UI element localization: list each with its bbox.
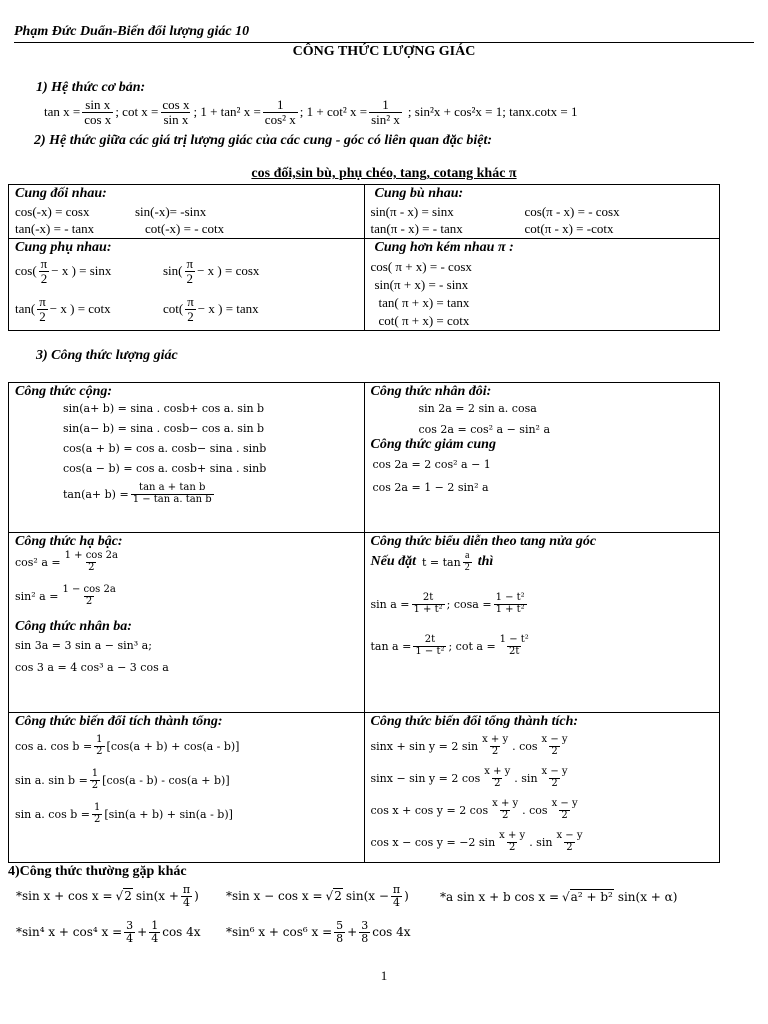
double-angle-sin: sin 2a = 2 sin a. cosa: [418, 402, 537, 415]
supplementary-cos: cos(π - x) = - cosx: [524, 204, 620, 219]
triple-angle-sin: sin 3a = 3 sin a − sin³ a;: [15, 639, 152, 652]
double-angle-title: Công thức nhân đôi:: [370, 384, 492, 399]
product-to-sum-title: Công thức biến đổi tích thành tổng:: [15, 714, 223, 729]
triple-angle-cos: cos 3 a = 4 cos³ a − 3 cos a: [15, 661, 169, 674]
cell-product-to-sum: [9, 713, 365, 863]
complementary-cot: cot( $\frac{\pi}{2}$ − x ) = tanx: [163, 294, 259, 324]
complementary-tan: tan( $\frac{\pi}{2}$ − x ) = cotx: [15, 294, 111, 324]
header-rule: [14, 42, 754, 43]
complementary-cos: cos( $\frac{\pi}{2}$ − x ) = sinx: [15, 256, 112, 286]
opposite-sin: sin(-x)= -sinx: [135, 204, 207, 219]
formula-a-sin-b-cos: *a sin x + b cos x = √a² + b² sin(x + α): [440, 890, 678, 904]
complementary-title: Cung phụ nhau:: [15, 240, 112, 255]
addition-sin-plus: sin(a+ b) = sina . cosb+ cos a. sin b: [63, 402, 265, 415]
reduce-angle-cos1: cos 2a = 2 cos² a − 1: [372, 458, 491, 471]
reduce-angle-title: Công thức giảm cung: [370, 437, 496, 452]
power-reduction-cos: cos² a = $\frac{1 + \cos 2a}{2}$: [15, 550, 118, 573]
addition-tan: tan(a+ b) = $\frac{\text{tan a + tan b}}{\text{1 − tan a. tan b}}$: [63, 482, 212, 505]
related-angles-table: [8, 184, 720, 331]
basic-identities: [44, 98, 577, 126]
addition-sin-minus: sin(a− b) = sina . cosb− cos a. sin b: [63, 422, 265, 435]
section3-heading: 3) Công thức lượng giác: [36, 348, 178, 363]
cell-power-reduction: [9, 533, 365, 713]
document-header: Phạm Đức Duẩn-Biến đổi lượng giác 10: [14, 24, 250, 39]
supplementary-title: Cung bù nhau:: [374, 186, 464, 201]
supplementary-cot: cot(π - x) = -cotx: [524, 221, 614, 236]
half-angle-title: Công thức biểu diễn theo tang nửa góc: [370, 534, 597, 549]
cot-def-fraction: $\frac{\text{cos x}}{\text{sin x}}$: [162, 97, 190, 127]
double-angle-cos: cos 2a = cos² a − sin² a: [418, 423, 551, 436]
cell-complementary-angles: [9, 239, 365, 331]
opposite-angles-title: Cung đối nhau:: [15, 186, 107, 201]
supplementary-tan: tan(π - x) = - tanx: [370, 221, 463, 236]
section2-subheading: cos đối,sin bù, phụ chéo, tang, cotang khác π: [251, 166, 517, 181]
triple-angle-title: Công thức nhân ba:: [15, 619, 132, 634]
supplementary-sin: sin(π - x) = sinx: [370, 204, 454, 219]
pi-shift-tan: tan( π + x) = tanx: [378, 295, 470, 310]
complementary-sin: sin( $\frac{\pi}{2}$ − x ) = cosx: [163, 256, 260, 286]
sum-to-product-cos-minus: cos x − cos y = −2 sin $\frac{x + y}{2}$ . sin $\frac{x - y}{2}$: [370, 830, 583, 853]
cell-sum-to-product: [364, 713, 720, 863]
opposite-cot: cot(-x) = - cotx: [145, 221, 225, 236]
half-angle-sin-cos: sin a = $\frac{2t}{\text{1 + t²}}$ ; cosa = $\frac{\text{1 − t²}}{\text{1 + t²}}$: [370, 592, 525, 615]
section1-heading: 1) Hệ thức cơ bản:: [36, 80, 146, 95]
addition-title: Công thức cộng:: [15, 384, 113, 399]
opposite-cos: cos(-x) = cosx: [15, 204, 90, 219]
formula-sin6-cos6: *sin⁶ x + cos⁶ x = $\frac{5}{8}$ + $\frac{3}{8}$ cos 4x: [226, 919, 411, 945]
tan-square-lhs: ; 1 + tan² x =: [193, 104, 261, 120]
sum-to-product-sin-minus: sinx − sin y = 2 cos $\frac{x + y}{2}$ . sin $\frac{x - y}{2}$: [370, 766, 568, 789]
cot-square-lhs: ; 1 + cot² x =: [299, 104, 368, 120]
formula-sin-minus-cos: *sin x − cos x = √2 sin(x − $\frac{\pi}{4}$ ): [226, 883, 409, 909]
power-reduction-title: Công thức hạ bậc:: [15, 534, 123, 549]
page-number: 1: [380, 968, 388, 983]
sum-to-product-sin-plus: sinx + sin y = 2 sin $\frac{x + y}{2}$ . cos $\frac{x - y}{2}$: [370, 734, 568, 757]
cot-def-lhs: ; cot x =: [115, 104, 159, 120]
product-to-sum-cos-cos: cos a. cos b = $\frac{1}{2}$ [cos(a + b) + cos(a - b)]: [15, 734, 240, 757]
cell-addition-formulas: [9, 383, 365, 533]
product-to-sum-sin-sin: sin a. sin b = $\frac{1}{2}$ [cos(a - b) - cos(a + b)]: [15, 768, 230, 791]
tan-square-fraction: $\frac{1}{\text{cos² x}}$: [264, 97, 296, 127]
formula-sin4-cos4: *sin⁴ x + cos⁴ x = $\frac{3}{4}$ + $\frac{1}{4}$ cos 4x: [16, 919, 201, 945]
half-angle-substitution: Nếu đặt t = tan $\frac{a}{2}$ thì: [370, 550, 494, 573]
section2-heading: 2) Hệ thức giữa các giá trị lượng giác của các cung - góc có liên quan đặc biệt:: [34, 133, 493, 148]
pythagorean-identity: ; sin²x + cos²x = 1; tanx.cotx = 1: [407, 104, 578, 120]
opposite-tan: tan(-x) = - tanx: [15, 221, 95, 236]
addition-cos-minus: cos(a − b) = cos a. cosb+ sina . sinb: [63, 462, 267, 475]
cell-half-angle-tangent: [364, 533, 720, 713]
sum-to-product-cos-plus: cos x + cos y = 2 cos $\frac{x + y}{2}$ . cos $\frac{x - y}{2}$: [370, 798, 578, 821]
pi-shift-cot: cot( π + x) = cotx: [378, 313, 470, 328]
tan-def-lhs: tan x =: [44, 104, 81, 120]
pi-shift-cos: cos( π + x) = - cosx: [370, 259, 472, 274]
cell-double-angle-formulas: [364, 383, 720, 533]
sum-to-product-title: Công thức biến đổi tổng thành tích:: [370, 714, 579, 729]
reduce-angle-cos2: cos 2a = 1 − 2 sin² a: [372, 481, 489, 494]
cot-square-fraction: $\frac{1}{\text{sin² x}}$: [371, 97, 400, 127]
pi-shift-sin: sin(π + x) = - sinx: [374, 277, 469, 292]
formulas-table: [8, 382, 720, 863]
half-angle-tan-cot: tan a = $\frac{2t}{\text{1 − t²}}$ ; cot a = $\frac{\text{1 − t²}}{2t}$: [370, 634, 529, 657]
cell-opposite-angles: [9, 185, 365, 239]
addition-cos-plus: cos(a + b) = cos a. cosb− sina . sinb: [63, 442, 267, 455]
cell-pi-shift-angles: [364, 239, 720, 331]
power-reduction-sin: sin² a = $\frac{1 - \cos 2a}{2}$: [15, 584, 116, 607]
formula-sin-plus-cos: *sin x + cos x = √2 sin(x + $\frac{\pi}{4}$ ): [16, 883, 199, 909]
page-title: CÔNG THỨC LƯỢNG GIÁC: [292, 44, 476, 59]
tan-def-fraction: $\frac{\text{sin x}}{\text{cos x}}$: [84, 97, 112, 127]
cell-supplementary-angles: [364, 185, 720, 239]
pi-shift-title: Cung hơn kém nhau π :: [374, 240, 514, 255]
section4-heading: 4)Công thức thường gặp khác: [8, 864, 187, 879]
product-to-sum-sin-cos: sin a. cos b = $\frac{1}{2}$ [sin(a + b) + sin(a - b)]: [15, 802, 233, 825]
